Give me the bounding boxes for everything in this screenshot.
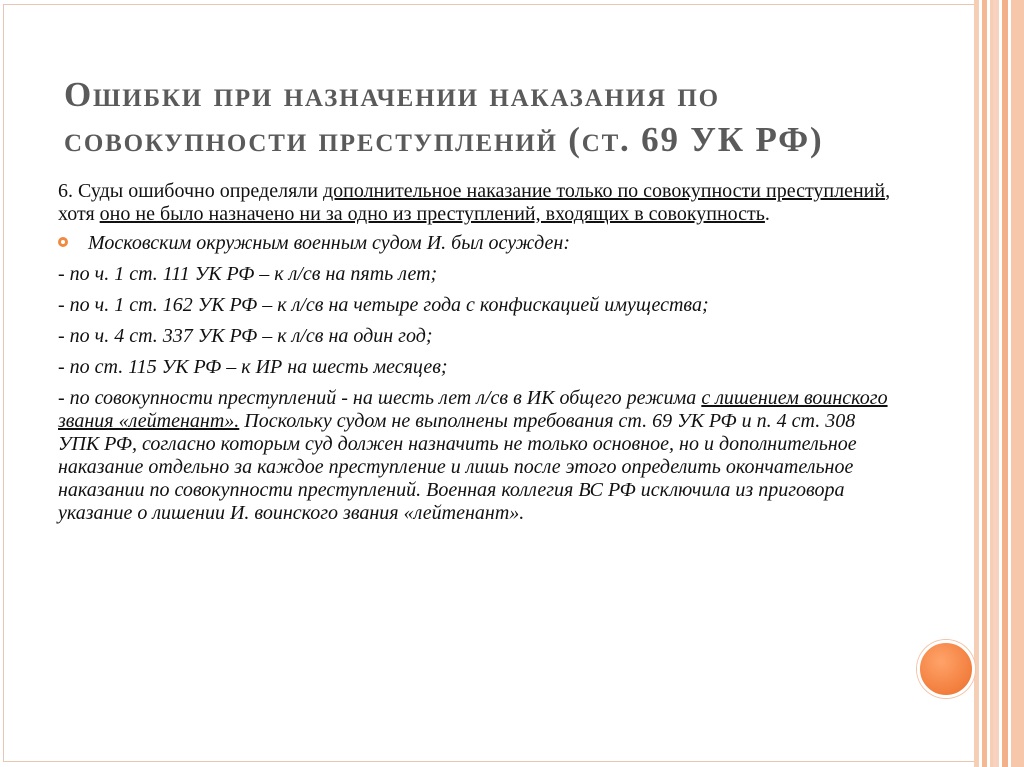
orange-circle-icon — [917, 640, 975, 698]
final-underlined-phrase: с лишением воинского звания «лейтенант». — [58, 387, 888, 432]
circle-bullet-icon — [58, 237, 68, 247]
sentence-line-2: - по ч. 1 ст. 162 УК РФ – к л/св на четыре года с конфискацией имущества; — [58, 294, 709, 316]
bullet-text: Московским окружным военным судом И. был осужден: — [88, 232, 571, 254]
final-paragraph — [58, 387, 898, 525]
intro-suffix: . — [764, 203, 770, 225]
final-prefix: - по совокупности преступлений - на шесть лет л/св в ИК общего режима — [58, 387, 702, 409]
intro-underlined-phrase-1: дополнительное наказание только по совокупности преступлений — [322, 180, 886, 202]
slide-content — [58, 180, 898, 525]
title-line-2: совокупности преступлений (ст. 69 УК РФ) — [64, 120, 824, 159]
bullet-item — [58, 232, 898, 255]
intro-underlined-phrase-2: оно не было назначено ни за одно из преступлений, входящих в совокупность — [99, 203, 765, 225]
final-rest: Поскольку судом не выполнены требования ст. 69 УК РФ и п. 4 ст. 308 УПК РФ, согласно которым суд должен назначить не только основное, но и дополнительное наказание отдельно за каждое преступление и лишь после этого определить окончательное наказании по совокупности преступлений. Военная коллегия ВС РФ исключила из приговора указание о лишении И. воинского звания «лейтенант». — [58, 410, 857, 524]
slide-title — [64, 72, 924, 162]
intro-paragraph — [58, 180, 898, 226]
intro-prefix: 6. Суды ошибочно определяли — [58, 180, 323, 202]
sentence-line-1: - по ч. 1 ст. 111 УК РФ – к л/св на пять лет; — [58, 263, 438, 285]
intro-middle: , хотя — [58, 180, 891, 225]
sentence-line-3: - по ч. 4 ст. 337 УК РФ – к л/св на один год; — [58, 325, 433, 347]
sentence-line-4: - по ст. 115 УК РФ – к ИР на шесть месяцев; — [58, 356, 448, 378]
right-stripes-detail — [993, 0, 1024, 767]
title-line-1: Ошибки при назначении наказания по — [64, 75, 720, 114]
